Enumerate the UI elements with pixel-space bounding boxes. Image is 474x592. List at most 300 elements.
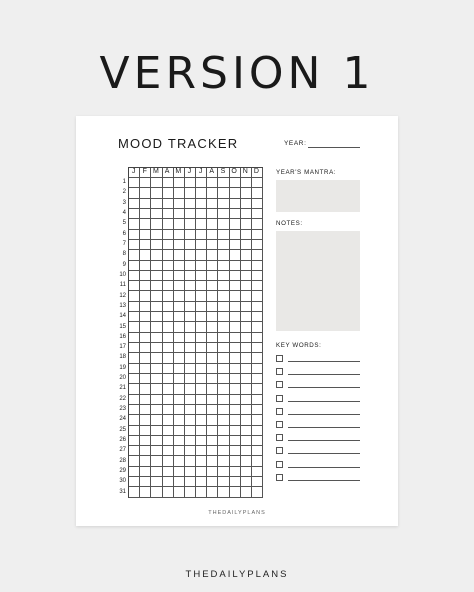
mood-cell[interactable] bbox=[241, 405, 252, 415]
mood-cell[interactable] bbox=[218, 364, 229, 374]
mood-cell[interactable] bbox=[129, 456, 140, 466]
keyword-line[interactable] bbox=[288, 453, 360, 454]
mood-cell[interactable] bbox=[163, 261, 174, 271]
mood-cell[interactable] bbox=[129, 333, 140, 343]
mood-cell[interactable] bbox=[151, 199, 162, 209]
mood-cell[interactable] bbox=[140, 446, 151, 456]
mood-cell[interactable] bbox=[252, 395, 263, 405]
mood-cell[interactable] bbox=[241, 322, 252, 332]
mood-cell[interactable] bbox=[151, 405, 162, 415]
mood-cell[interactable] bbox=[196, 353, 207, 363]
mood-cell[interactable] bbox=[185, 384, 196, 394]
mood-cell[interactable] bbox=[218, 291, 229, 301]
mood-cell[interactable] bbox=[129, 188, 140, 198]
mood-cell[interactable] bbox=[252, 415, 263, 425]
mood-cell[interactable] bbox=[163, 281, 174, 291]
mood-cell[interactable] bbox=[185, 487, 196, 497]
mood-cell[interactable] bbox=[163, 250, 174, 260]
mood-cell[interactable] bbox=[163, 384, 174, 394]
mood-cell[interactable] bbox=[230, 240, 241, 250]
mood-cell[interactable] bbox=[207, 250, 218, 260]
mood-cell[interactable] bbox=[151, 178, 162, 188]
mood-cell[interactable] bbox=[174, 199, 185, 209]
mood-cell[interactable] bbox=[174, 384, 185, 394]
mood-cell[interactable] bbox=[230, 456, 241, 466]
mood-cell[interactable] bbox=[196, 395, 207, 405]
mood-cell[interactable] bbox=[252, 250, 263, 260]
mood-cell[interactable] bbox=[230, 477, 241, 487]
mood-cell[interactable] bbox=[230, 343, 241, 353]
mood-cell[interactable] bbox=[174, 343, 185, 353]
mood-cell[interactable] bbox=[207, 446, 218, 456]
mood-cell[interactable] bbox=[185, 281, 196, 291]
mood-cell[interactable] bbox=[196, 364, 207, 374]
mood-cell[interactable] bbox=[218, 426, 229, 436]
mood-cell[interactable] bbox=[185, 374, 196, 384]
mood-cell[interactable] bbox=[163, 364, 174, 374]
mood-cell[interactable] bbox=[151, 446, 162, 456]
mood-cell[interactable] bbox=[140, 178, 151, 188]
keyword-checkbox[interactable] bbox=[276, 447, 283, 454]
mood-cell[interactable] bbox=[218, 219, 229, 229]
keyword-checkbox[interactable] bbox=[276, 461, 283, 468]
keyword-checkbox[interactable] bbox=[276, 368, 283, 375]
mood-cell[interactable] bbox=[252, 364, 263, 374]
mood-cell[interactable] bbox=[207, 322, 218, 332]
mood-cell[interactable] bbox=[207, 240, 218, 250]
mood-cell[interactable] bbox=[218, 436, 229, 446]
mood-cell[interactable] bbox=[174, 374, 185, 384]
mood-cell[interactable] bbox=[196, 456, 207, 466]
mood-cell[interactable] bbox=[218, 467, 229, 477]
mood-cell[interactable] bbox=[163, 405, 174, 415]
mood-cell[interactable] bbox=[185, 436, 196, 446]
mood-cell[interactable] bbox=[174, 271, 185, 281]
mood-cell[interactable] bbox=[140, 405, 151, 415]
mood-cell[interactable] bbox=[230, 250, 241, 260]
mood-cell[interactable] bbox=[140, 333, 151, 343]
mood-cell[interactable] bbox=[230, 219, 241, 229]
mood-cell[interactable] bbox=[163, 199, 174, 209]
mood-cell[interactable] bbox=[185, 353, 196, 363]
mood-cell[interactable] bbox=[174, 477, 185, 487]
mood-cell[interactable] bbox=[151, 291, 162, 301]
mood-cell[interactable] bbox=[185, 219, 196, 229]
mood-cell[interactable] bbox=[185, 312, 196, 322]
mood-cell[interactable] bbox=[196, 302, 207, 312]
mood-cell[interactable] bbox=[252, 312, 263, 322]
mood-cell[interactable] bbox=[207, 343, 218, 353]
mood-cell[interactable] bbox=[151, 333, 162, 343]
mood-cell[interactable] bbox=[174, 302, 185, 312]
mood-cell[interactable] bbox=[151, 302, 162, 312]
mood-cell[interactable] bbox=[163, 322, 174, 332]
mood-cell[interactable] bbox=[196, 374, 207, 384]
mood-cell[interactable] bbox=[196, 446, 207, 456]
mood-cell[interactable] bbox=[140, 364, 151, 374]
mood-cell[interactable] bbox=[230, 487, 241, 497]
mood-cell[interactable] bbox=[196, 405, 207, 415]
keyword-checkbox[interactable] bbox=[276, 355, 283, 362]
mood-cell[interactable] bbox=[230, 405, 241, 415]
mood-cell[interactable] bbox=[185, 364, 196, 374]
mood-cell[interactable] bbox=[163, 446, 174, 456]
mood-cell[interactable] bbox=[129, 199, 140, 209]
mood-cell[interactable] bbox=[207, 209, 218, 219]
mood-cell[interactable] bbox=[230, 178, 241, 188]
mood-cell[interactable] bbox=[207, 188, 218, 198]
mood-cell[interactable] bbox=[185, 240, 196, 250]
mood-cell[interactable] bbox=[129, 281, 140, 291]
mood-cell[interactable] bbox=[207, 271, 218, 281]
mood-cell[interactable] bbox=[207, 178, 218, 188]
mood-cell[interactable] bbox=[196, 199, 207, 209]
mood-cell[interactable] bbox=[241, 178, 252, 188]
mood-cell[interactable] bbox=[140, 312, 151, 322]
mood-cell[interactable] bbox=[151, 426, 162, 436]
mood-cell[interactable] bbox=[129, 271, 140, 281]
mood-cell[interactable] bbox=[196, 271, 207, 281]
mood-cell[interactable] bbox=[218, 209, 229, 219]
mood-cell[interactable] bbox=[185, 250, 196, 260]
mood-cell[interactable] bbox=[207, 353, 218, 363]
mood-cell[interactable] bbox=[163, 219, 174, 229]
mood-cell[interactable] bbox=[207, 467, 218, 477]
mood-cell[interactable] bbox=[174, 188, 185, 198]
mood-cell[interactable] bbox=[174, 395, 185, 405]
mood-cell[interactable] bbox=[230, 426, 241, 436]
mood-cell[interactable] bbox=[230, 353, 241, 363]
mood-cell[interactable] bbox=[174, 426, 185, 436]
mood-cell[interactable] bbox=[241, 384, 252, 394]
mood-cell[interactable] bbox=[163, 312, 174, 322]
mood-cell[interactable] bbox=[151, 250, 162, 260]
mood-cell[interactable] bbox=[163, 487, 174, 497]
mood-cell[interactable] bbox=[218, 487, 229, 497]
keyword-line[interactable] bbox=[288, 427, 360, 428]
keyword-line[interactable] bbox=[288, 361, 360, 362]
mood-cell[interactable] bbox=[230, 446, 241, 456]
mood-cell[interactable] bbox=[241, 395, 252, 405]
mood-cell[interactable] bbox=[140, 230, 151, 240]
mood-cell[interactable] bbox=[230, 261, 241, 271]
mood-cell[interactable] bbox=[151, 343, 162, 353]
mood-cell[interactable] bbox=[140, 261, 151, 271]
mood-cell[interactable] bbox=[196, 178, 207, 188]
mood-cell[interactable] bbox=[196, 261, 207, 271]
mood-cell[interactable] bbox=[140, 426, 151, 436]
mood-cell[interactable] bbox=[151, 322, 162, 332]
mood-cell[interactable] bbox=[185, 271, 196, 281]
mood-cell[interactable] bbox=[230, 271, 241, 281]
mood-cell[interactable] bbox=[230, 302, 241, 312]
mood-cell[interactable] bbox=[230, 230, 241, 240]
keyword-checkbox[interactable] bbox=[276, 408, 283, 415]
mood-cell[interactable] bbox=[218, 302, 229, 312]
mood-cell[interactable] bbox=[140, 477, 151, 487]
mood-cell[interactable] bbox=[207, 333, 218, 343]
mood-cell[interactable] bbox=[174, 178, 185, 188]
mood-cell[interactable] bbox=[129, 426, 140, 436]
mood-cell[interactable] bbox=[196, 312, 207, 322]
mood-cell[interactable] bbox=[230, 374, 241, 384]
mood-cell[interactable] bbox=[129, 353, 140, 363]
mood-cell[interactable] bbox=[151, 240, 162, 250]
mood-cell[interactable] bbox=[230, 333, 241, 343]
mood-cell[interactable] bbox=[185, 178, 196, 188]
mood-cell[interactable] bbox=[140, 436, 151, 446]
mood-cell[interactable] bbox=[252, 271, 263, 281]
mood-cell[interactable] bbox=[196, 219, 207, 229]
mood-cell[interactable] bbox=[241, 364, 252, 374]
keyword-checkbox[interactable] bbox=[276, 474, 283, 481]
mood-cell[interactable] bbox=[129, 487, 140, 497]
mood-cell[interactable] bbox=[252, 467, 263, 477]
mood-cell[interactable] bbox=[163, 477, 174, 487]
mood-cell[interactable] bbox=[230, 209, 241, 219]
mood-cell[interactable] bbox=[140, 219, 151, 229]
mood-cell[interactable] bbox=[140, 487, 151, 497]
mood-cell[interactable] bbox=[174, 261, 185, 271]
mood-cell[interactable] bbox=[196, 209, 207, 219]
mood-cell[interactable] bbox=[207, 291, 218, 301]
mood-cell[interactable] bbox=[140, 188, 151, 198]
mood-cell[interactable] bbox=[196, 415, 207, 425]
mood-cell[interactable] bbox=[129, 405, 140, 415]
mood-cell[interactable] bbox=[163, 178, 174, 188]
mood-cell[interactable] bbox=[174, 436, 185, 446]
keyword-checkbox[interactable] bbox=[276, 421, 283, 428]
mood-cell[interactable] bbox=[241, 302, 252, 312]
mood-cell[interactable] bbox=[129, 322, 140, 332]
mood-cell[interactable] bbox=[252, 436, 263, 446]
mood-cell[interactable] bbox=[151, 374, 162, 384]
mood-cell[interactable] bbox=[174, 240, 185, 250]
mood-cell[interactable] bbox=[174, 487, 185, 497]
mood-cell[interactable] bbox=[129, 364, 140, 374]
mood-cell[interactable] bbox=[196, 188, 207, 198]
mood-cell[interactable] bbox=[218, 261, 229, 271]
mood-cell[interactable] bbox=[241, 209, 252, 219]
mood-cell[interactable] bbox=[252, 230, 263, 240]
mood-cell[interactable] bbox=[129, 343, 140, 353]
mood-cell[interactable] bbox=[163, 374, 174, 384]
mood-cell[interactable] bbox=[196, 477, 207, 487]
mood-cell[interactable] bbox=[218, 477, 229, 487]
mood-cell[interactable] bbox=[151, 353, 162, 363]
mood-cell[interactable] bbox=[174, 322, 185, 332]
mood-cell[interactable] bbox=[218, 456, 229, 466]
mood-cell[interactable] bbox=[163, 467, 174, 477]
mood-cell[interactable] bbox=[185, 446, 196, 456]
mood-cell[interactable] bbox=[140, 374, 151, 384]
mood-cell[interactable] bbox=[174, 456, 185, 466]
mood-cell[interactable] bbox=[140, 281, 151, 291]
mood-cell[interactable] bbox=[185, 415, 196, 425]
mood-cell[interactable] bbox=[151, 364, 162, 374]
mood-cell[interactable] bbox=[185, 230, 196, 240]
mood-cell[interactable] bbox=[163, 188, 174, 198]
mood-cell[interactable] bbox=[218, 395, 229, 405]
mood-cell[interactable] bbox=[252, 261, 263, 271]
mood-cell[interactable] bbox=[174, 230, 185, 240]
mood-cell[interactable] bbox=[174, 219, 185, 229]
mood-cell[interactable] bbox=[218, 343, 229, 353]
mood-cell[interactable] bbox=[252, 199, 263, 209]
mood-cell[interactable] bbox=[207, 436, 218, 446]
mood-cell[interactable] bbox=[140, 415, 151, 425]
keyword-line[interactable] bbox=[288, 480, 360, 481]
mood-cell[interactable] bbox=[140, 384, 151, 394]
mood-cell[interactable] bbox=[185, 333, 196, 343]
mood-cell[interactable] bbox=[218, 188, 229, 198]
mood-cell[interactable] bbox=[129, 250, 140, 260]
mood-cell[interactable] bbox=[196, 240, 207, 250]
mood-cell[interactable] bbox=[241, 456, 252, 466]
mood-cell[interactable] bbox=[207, 477, 218, 487]
mood-cell[interactable] bbox=[140, 199, 151, 209]
mood-cell[interactable] bbox=[196, 436, 207, 446]
mood-cell[interactable] bbox=[207, 487, 218, 497]
keyword-line[interactable] bbox=[288, 387, 360, 388]
keyword-line[interactable] bbox=[288, 374, 360, 375]
mood-cell[interactable] bbox=[196, 343, 207, 353]
mood-cell[interactable] bbox=[252, 178, 263, 188]
mood-cell[interactable] bbox=[241, 199, 252, 209]
mood-cell[interactable] bbox=[196, 487, 207, 497]
mood-cell[interactable] bbox=[174, 291, 185, 301]
mood-cell[interactable] bbox=[218, 405, 229, 415]
mood-cell[interactable] bbox=[252, 281, 263, 291]
mood-cell[interactable] bbox=[140, 302, 151, 312]
mood-cell[interactable] bbox=[230, 281, 241, 291]
mood-cell[interactable] bbox=[196, 322, 207, 332]
mood-cell[interactable] bbox=[252, 240, 263, 250]
mood-cell[interactable] bbox=[252, 209, 263, 219]
keyword-line[interactable] bbox=[288, 467, 360, 468]
mood-cell[interactable] bbox=[218, 250, 229, 260]
mood-cell[interactable] bbox=[163, 271, 174, 281]
mood-cell[interactable] bbox=[129, 261, 140, 271]
mood-cell[interactable] bbox=[129, 395, 140, 405]
mood-cell[interactable] bbox=[185, 261, 196, 271]
mood-cell[interactable] bbox=[241, 271, 252, 281]
mood-cell[interactable] bbox=[129, 374, 140, 384]
mood-cell[interactable] bbox=[140, 353, 151, 363]
mood-cell[interactable] bbox=[241, 353, 252, 363]
mood-cell[interactable] bbox=[218, 281, 229, 291]
mood-cell[interactable] bbox=[140, 322, 151, 332]
mood-cell[interactable] bbox=[230, 415, 241, 425]
mood-cell[interactable] bbox=[140, 291, 151, 301]
mood-cell[interactable] bbox=[218, 322, 229, 332]
mood-cell[interactable] bbox=[129, 209, 140, 219]
mood-cell[interactable] bbox=[218, 240, 229, 250]
mood-cell[interactable] bbox=[241, 261, 252, 271]
mood-cell[interactable] bbox=[241, 415, 252, 425]
mood-cell[interactable] bbox=[196, 467, 207, 477]
mood-cell[interactable] bbox=[252, 405, 263, 415]
mood-cell[interactable] bbox=[207, 199, 218, 209]
mood-cell[interactable] bbox=[185, 405, 196, 415]
mood-cell[interactable] bbox=[241, 219, 252, 229]
mood-cell[interactable] bbox=[241, 436, 252, 446]
mood-cell[interactable] bbox=[196, 250, 207, 260]
mood-cell[interactable] bbox=[185, 322, 196, 332]
mood-cell[interactable] bbox=[151, 477, 162, 487]
mood-cell[interactable] bbox=[252, 374, 263, 384]
mood-cell[interactable] bbox=[129, 312, 140, 322]
mood-cell[interactable] bbox=[140, 250, 151, 260]
mood-cell[interactable] bbox=[151, 219, 162, 229]
mood-cell[interactable] bbox=[218, 178, 229, 188]
keyword-line[interactable] bbox=[288, 401, 360, 402]
mood-cell[interactable] bbox=[185, 291, 196, 301]
mood-cell[interactable] bbox=[174, 333, 185, 343]
mood-cell[interactable] bbox=[207, 426, 218, 436]
mood-cell[interactable] bbox=[241, 467, 252, 477]
mood-cell[interactable] bbox=[241, 477, 252, 487]
mood-cell[interactable] bbox=[151, 261, 162, 271]
mood-cell[interactable] bbox=[129, 302, 140, 312]
mood-cell[interactable] bbox=[207, 405, 218, 415]
mood-cell[interactable] bbox=[163, 395, 174, 405]
mood-cell[interactable] bbox=[207, 302, 218, 312]
mood-cell[interactable] bbox=[252, 343, 263, 353]
mood-cell[interactable] bbox=[129, 230, 140, 240]
mood-cell[interactable] bbox=[241, 312, 252, 322]
mood-cell[interactable] bbox=[174, 446, 185, 456]
keyword-line[interactable] bbox=[288, 414, 360, 415]
mood-cell[interactable] bbox=[252, 487, 263, 497]
mood-cell[interactable] bbox=[174, 364, 185, 374]
mood-cell[interactable] bbox=[129, 384, 140, 394]
mood-cell[interactable] bbox=[218, 199, 229, 209]
mood-cell[interactable] bbox=[252, 219, 263, 229]
mood-cell[interactable] bbox=[207, 230, 218, 240]
mood-cell[interactable] bbox=[185, 302, 196, 312]
mood-cell[interactable] bbox=[196, 291, 207, 301]
mood-cell[interactable] bbox=[252, 322, 263, 332]
mood-cell[interactable] bbox=[185, 343, 196, 353]
mood-cell[interactable] bbox=[252, 446, 263, 456]
mood-cell[interactable] bbox=[207, 219, 218, 229]
mood-cell[interactable] bbox=[218, 333, 229, 343]
mood-cell[interactable] bbox=[174, 209, 185, 219]
mood-cell[interactable] bbox=[174, 467, 185, 477]
keyword-checkbox[interactable] bbox=[276, 395, 283, 402]
mood-cell[interactable] bbox=[151, 271, 162, 281]
mood-cell[interactable] bbox=[151, 230, 162, 240]
mood-cell[interactable] bbox=[140, 467, 151, 477]
mood-cell[interactable] bbox=[207, 364, 218, 374]
mood-cell[interactable] bbox=[163, 436, 174, 446]
mood-cell[interactable] bbox=[207, 384, 218, 394]
mood-cell[interactable] bbox=[230, 312, 241, 322]
mood-cell[interactable] bbox=[252, 477, 263, 487]
mood-cell[interactable] bbox=[196, 230, 207, 240]
mood-cell[interactable] bbox=[252, 456, 263, 466]
mood-cell[interactable] bbox=[241, 446, 252, 456]
mood-cell[interactable] bbox=[230, 467, 241, 477]
mood-cell[interactable] bbox=[241, 230, 252, 240]
mood-cell[interactable] bbox=[218, 384, 229, 394]
mood-cell[interactable] bbox=[129, 477, 140, 487]
mood-cell[interactable] bbox=[151, 456, 162, 466]
mood-cell[interactable] bbox=[241, 333, 252, 343]
mood-cell[interactable] bbox=[230, 322, 241, 332]
mood-cell[interactable] bbox=[241, 281, 252, 291]
